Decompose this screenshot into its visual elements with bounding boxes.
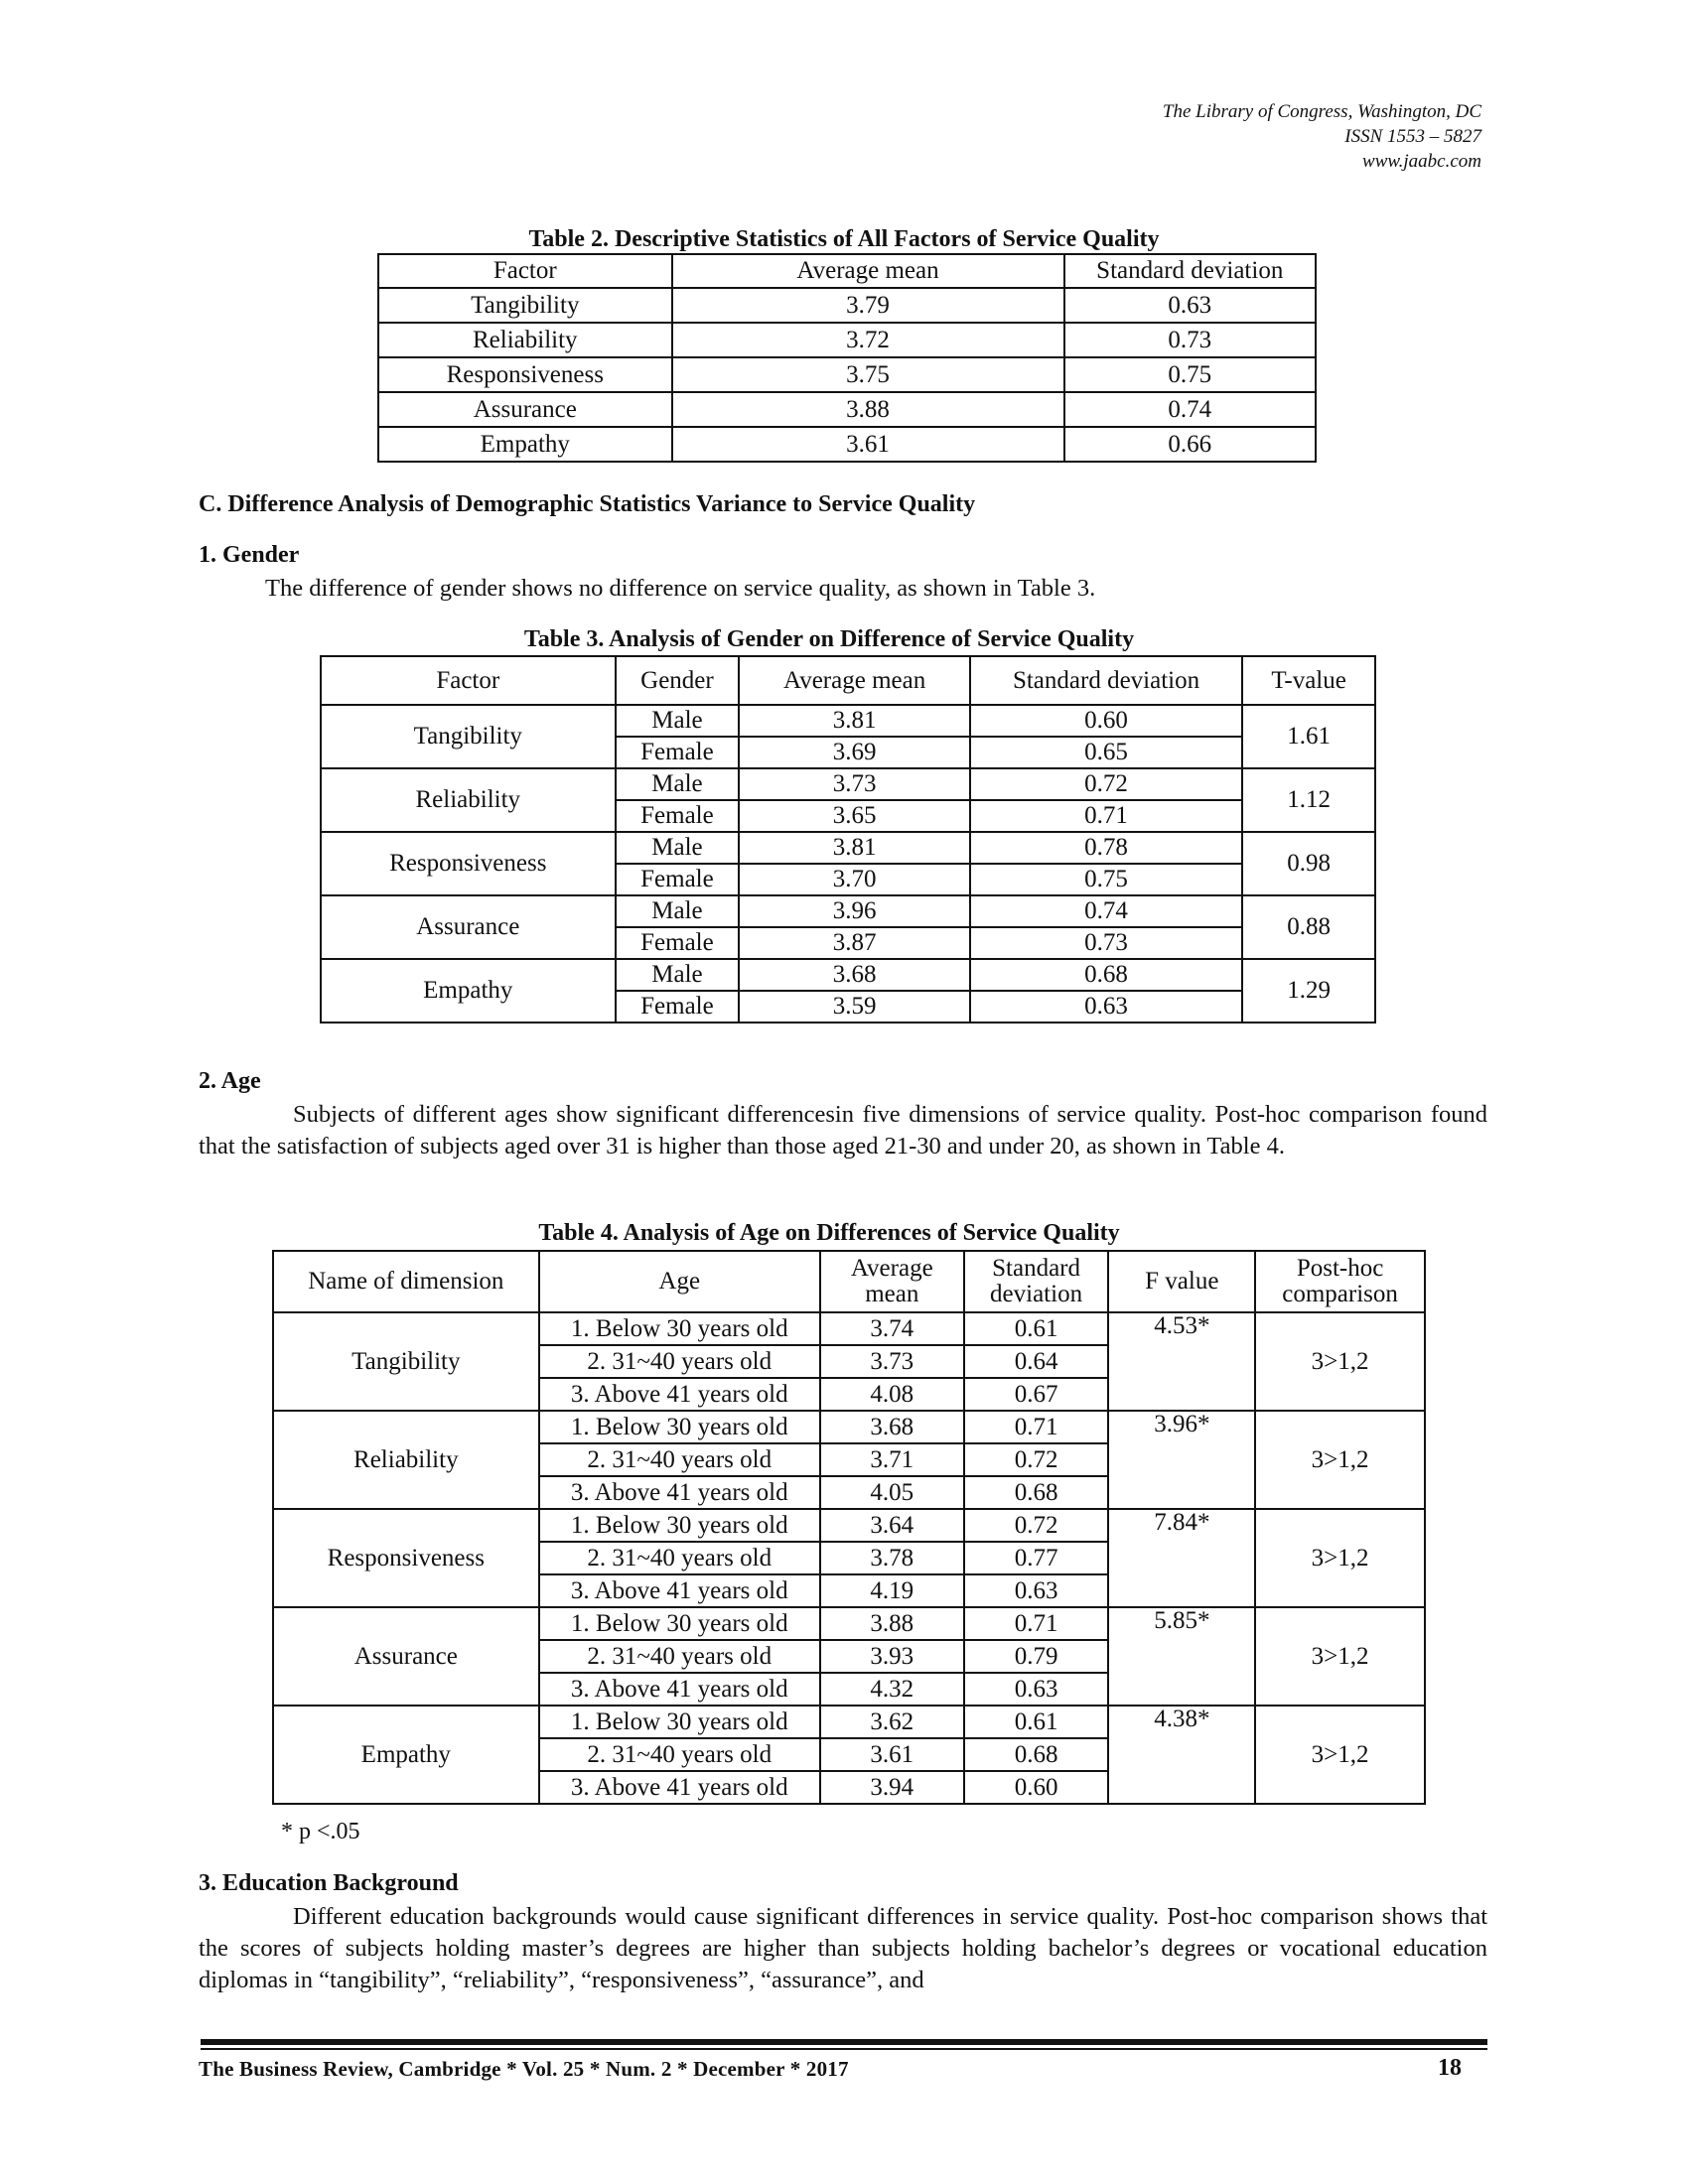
table4-dimension-cell: Tangibility: [273, 1312, 539, 1411]
table2-cell: 0.74: [1064, 392, 1316, 427]
table4-fvalue-cell: 3.96*: [1108, 1411, 1255, 1509]
table3-cell: 0.71: [970, 800, 1242, 832]
table2-cell: 3.79: [672, 288, 1064, 323]
table3-cell: Male: [616, 768, 740, 800]
table-row: [273, 1706, 1425, 1738]
table3: [320, 655, 1376, 1024]
table2-cell: 3.72: [672, 323, 1064, 357]
page-number: 18: [1438, 2055, 1462, 2081]
age-heading: 2. Age: [199, 1068, 261, 1094]
table3-cell: 0.75: [970, 864, 1242, 895]
table3-cell: Female: [616, 864, 740, 895]
table3-factor-cell: Responsiveness: [321, 832, 616, 895]
table4-cell: 0.77: [964, 1542, 1109, 1574]
table4-dimension-cell: Empathy: [273, 1706, 539, 1804]
table4-posthoc-cell: 3>1,2: [1255, 1509, 1425, 1607]
table4-cell: 0.60: [964, 1771, 1109, 1804]
table4-header-row: [273, 1251, 1425, 1312]
table4-cell: 0.71: [964, 1411, 1109, 1443]
table4-fvalue-cell: 4.53*: [1108, 1312, 1255, 1411]
table3-cell: Male: [616, 895, 740, 927]
table3-cell: Female: [616, 991, 740, 1023]
table4-cell: 0.64: [964, 1345, 1109, 1378]
table4-cell: 0.68: [964, 1476, 1109, 1509]
table4-header-cell: Name of dimension: [273, 1251, 539, 1312]
table4-cell: 1. Below 30 years old: [539, 1706, 820, 1738]
table4-cell: 0.61: [964, 1312, 1109, 1345]
table4-posthoc-cell: 3>1,2: [1255, 1411, 1425, 1509]
table3-cell: 3.96: [739, 895, 969, 927]
table-row: [321, 768, 1375, 800]
table2-header-row: [378, 254, 1316, 288]
table-row: [273, 1411, 1425, 1443]
table2-cell: 3.88: [672, 392, 1064, 427]
table2-cell: 0.75: [1064, 357, 1316, 392]
table4: [272, 1250, 1426, 1805]
table4-cell: 0.67: [964, 1378, 1109, 1411]
table-row: [378, 357, 1316, 392]
table4-cell: 0.63: [964, 1574, 1109, 1607]
table3-cell: 0.72: [970, 768, 1242, 800]
table4-cell: 3.68: [820, 1411, 964, 1443]
table3-cell: 3.68: [739, 959, 969, 991]
table3-tvalue-cell: 0.88: [1242, 895, 1375, 959]
table4-cell: 3.73: [820, 1345, 964, 1378]
table4-cell: 3. Above 41 years old: [539, 1771, 820, 1804]
table4-caption: Table 4. Analysis of Age on Differences of Service Quality: [538, 1220, 1120, 1246]
table2-cell: Responsiveness: [378, 357, 672, 392]
table2-cell: Assurance: [378, 392, 672, 427]
table4-cell: 0.72: [964, 1443, 1109, 1476]
table4-cell: 0.63: [964, 1673, 1109, 1706]
table4-posthoc-cell: 3>1,2: [1255, 1706, 1425, 1804]
table4-cell: 4.32: [820, 1673, 964, 1706]
footer-rule-thick: [201, 2039, 1487, 2045]
table2-cell: Empathy: [378, 427, 672, 462]
gender-heading: 1. Gender: [199, 542, 300, 568]
table2-cell: 0.66: [1064, 427, 1316, 462]
table3-cell: 0.60: [970, 705, 1242, 737]
table4-dimension-cell: Reliability: [273, 1411, 539, 1509]
education-heading: 3. Education Background: [199, 1870, 459, 1896]
table4-cell: 2. 31~40 years old: [539, 1738, 820, 1771]
table3-cell: 3.69: [739, 737, 969, 768]
footer-rule-thin: [201, 2048, 1487, 2050]
table3-header-cell: Gender: [616, 656, 740, 705]
table4-cell: 1. Below 30 years old: [539, 1607, 820, 1640]
table4-cell: 3.93: [820, 1640, 964, 1673]
table4-header-cell: Age: [539, 1251, 820, 1312]
table3-factor-cell: Assurance: [321, 895, 616, 959]
table3-header-cell: Standard deviation: [970, 656, 1242, 705]
table4-cell: 0.68: [964, 1738, 1109, 1771]
table-row: [321, 832, 1375, 864]
table4-cell: 3. Above 41 years old: [539, 1476, 820, 1509]
table3-factor-cell: Tangibility: [321, 705, 616, 768]
table3-header-cell: Factor: [321, 656, 616, 705]
table4-cell: 4.08: [820, 1378, 964, 1411]
table3-cell: 3.70: [739, 864, 969, 895]
table4-dimension-cell: Assurance: [273, 1607, 539, 1706]
table-row: [321, 705, 1375, 737]
table4-cell: 0.61: [964, 1706, 1109, 1738]
table4-cell: 0.79: [964, 1640, 1109, 1673]
table4-header-cell: Standard deviation: [964, 1251, 1109, 1312]
gender-paragraph: The difference of gender shows no difference on service quality, as shown in Table 3.: [265, 575, 1096, 602]
table4-cell: 0.71: [964, 1607, 1109, 1640]
table2: [377, 253, 1317, 463]
table4-posthoc-cell: 3>1,2: [1255, 1607, 1425, 1706]
table4-fvalue-cell: 5.85*: [1108, 1607, 1255, 1706]
table4-cell: 3.94: [820, 1771, 964, 1804]
table4-cell: 4.05: [820, 1476, 964, 1509]
table4-cell: 3.62: [820, 1706, 964, 1738]
table4-cell: 1. Below 30 years old: [539, 1411, 820, 1443]
table4-note: * p <.05: [281, 1819, 360, 1844]
table3-cell: 3.81: [739, 832, 969, 864]
table3-tvalue-cell: 1.12: [1242, 768, 1375, 832]
section-c-heading: C. Difference Analysis of Demographic Statistics Variance to Service Quality: [199, 491, 976, 517]
table3-header-cell: Average mean: [739, 656, 969, 705]
header-website: www.jaabc.com: [1362, 151, 1481, 172]
table4-header-cell: Post-hoc comparison: [1255, 1251, 1425, 1312]
table4-header-cell: Average mean: [820, 1251, 964, 1312]
table2-cell: 0.63: [1064, 288, 1316, 323]
table-row: [378, 288, 1316, 323]
table4-cell: 3. Above 41 years old: [539, 1574, 820, 1607]
header-library: The Library of Congress, Washington, DC: [1162, 101, 1481, 122]
table3-cell: 3.65: [739, 800, 969, 832]
table4-fvalue-cell: 7.84*: [1108, 1509, 1255, 1607]
table3-cell: 3.73: [739, 768, 969, 800]
table4-cell: 3.64: [820, 1509, 964, 1542]
table4-cell: 3.78: [820, 1542, 964, 1574]
table2-cell: Tangibility: [378, 288, 672, 323]
table4-cell: 1. Below 30 years old: [539, 1509, 820, 1542]
table4-fvalue-cell: 4.38*: [1108, 1706, 1255, 1804]
table3-cell: Male: [616, 832, 740, 864]
table4-cell: 2. 31~40 years old: [539, 1640, 820, 1673]
table4-header-cell: F value: [1108, 1251, 1255, 1312]
table3-tvalue-cell: 0.98: [1242, 832, 1375, 895]
table4-cell: 3.61: [820, 1738, 964, 1771]
table4-cell: 3. Above 41 years old: [539, 1378, 820, 1411]
table4-posthoc-cell: 3>1,2: [1255, 1312, 1425, 1411]
table3-cell: 0.78: [970, 832, 1242, 864]
table-row: [321, 959, 1375, 991]
table2-cell: Reliability: [378, 323, 672, 357]
table3-factor-cell: Reliability: [321, 768, 616, 832]
footer-journal: The Business Review, Cambridge * Vol. 25 * Num. 2 * December * 2017: [199, 2057, 849, 2081]
table4-cell: 3.71: [820, 1443, 964, 1476]
table2-header-cell: Standard deviation: [1064, 254, 1316, 288]
table3-caption: Table 3. Analysis of Gender on Difference of Service Quality: [523, 626, 1135, 652]
table2-cell: 3.75: [672, 357, 1064, 392]
table3-cell: Female: [616, 800, 740, 832]
table-row: [321, 895, 1375, 927]
table3-header-row: [321, 656, 1375, 705]
table3-cell: 0.65: [970, 737, 1242, 768]
table-row: [378, 427, 1316, 462]
table3-header-cell: T-value: [1242, 656, 1375, 705]
table4-cell: 3.88: [820, 1607, 964, 1640]
table3-cell: Male: [616, 705, 740, 737]
table3-cell: Female: [616, 737, 740, 768]
table3-factor-cell: Empathy: [321, 959, 616, 1023]
table-row: [378, 392, 1316, 427]
table4-cell: 2. 31~40 years old: [539, 1345, 820, 1378]
table3-cell: 0.73: [970, 927, 1242, 959]
table3-tvalue-cell: 1.29: [1242, 959, 1375, 1023]
table3-cell: 3.59: [739, 991, 969, 1023]
table-row: [273, 1509, 1425, 1542]
education-paragraph: Different education backgrounds would cause significant differences in service quality. Post-hoc comparison shows that the scores of subjects holding master’s degrees are higher than subjects holding bachelor’s degrees or vocational education diplomas in “tangibility”, “reliability”, “responsiveness”, “assurance”, and: [199, 1903, 1487, 1993]
table3-cell: Female: [616, 927, 740, 959]
table3-tvalue-cell: 1.61: [1242, 705, 1375, 768]
running-header: [1163, 99, 1481, 174]
table2-header-cell: Average mean: [672, 254, 1064, 288]
table3-cell: 0.63: [970, 991, 1242, 1023]
age-paragraph: Subjects of different ages show significant differencesin five dimensions of service quality. Post-hoc comparison found that the satisfaction of subjects aged over 31 is higher than those aged 21-30 and under 20, as shown in Table 4.: [199, 1101, 1487, 1160]
table-row: [273, 1607, 1425, 1640]
table2-cell: 3.61: [672, 427, 1064, 462]
table4-cell: 1. Below 30 years old: [539, 1312, 820, 1345]
table4-dimension-cell: Responsiveness: [273, 1509, 539, 1607]
table4-cell: 2. 31~40 years old: [539, 1542, 820, 1574]
table3-cell: 0.74: [970, 895, 1242, 927]
table3-cell: 0.68: [970, 959, 1242, 991]
table2-cell: 0.73: [1064, 323, 1316, 357]
table2-header-cell: Factor: [378, 254, 672, 288]
table-row: [378, 323, 1316, 357]
table2-caption: Table 2. Descriptive Statistics of All Factors of Service Quality: [528, 226, 1160, 252]
header-issn: ISSN 1553 – 5827: [1344, 126, 1481, 147]
table4-cell: 0.72: [964, 1509, 1109, 1542]
table4-cell: 2. 31~40 years old: [539, 1443, 820, 1476]
table3-cell: Male: [616, 959, 740, 991]
table4-cell: 4.19: [820, 1574, 964, 1607]
table4-cell: 3.74: [820, 1312, 964, 1345]
table3-cell: 3.81: [739, 705, 969, 737]
table3-cell: 3.87: [739, 927, 969, 959]
table4-cell: 3. Above 41 years old: [539, 1673, 820, 1706]
table-row: [273, 1312, 1425, 1345]
